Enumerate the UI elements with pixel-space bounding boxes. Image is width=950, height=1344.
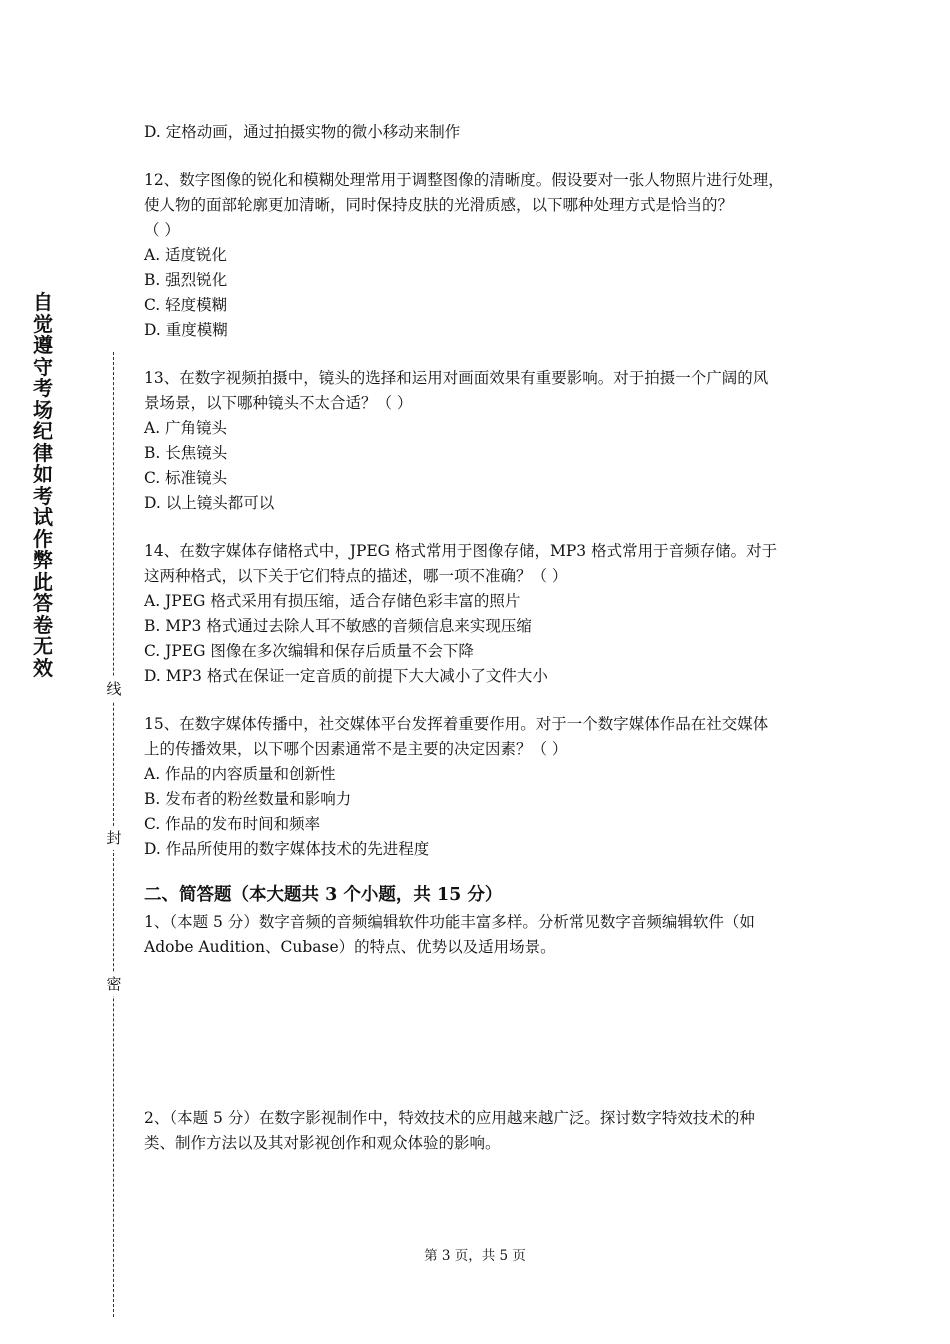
short-answer-line: Adobe Audition、Cubase）的特点、优势以及适用场景。 [144,938,556,956]
option-c: C. JPEG 图像在多次编辑和保存后质量不会下降 [144,642,474,660]
question-stem-line: 这两种格式，以下关于它们特点的描述，哪一项不准确？（ ） [144,567,568,585]
option-a: A. 适度锐化 [144,246,228,264]
binding-mark-mi: 密 [103,972,125,996]
carry-over-option: D. 定格动画，通过拍摄实物的微小移动来制作 [144,123,461,141]
answer-bracket: （ ） [144,221,180,239]
option-d: D. MP3 格式在保证一定音质的前提下大大减小了文件大小 [144,667,548,685]
question-stem-line: 上的传播效果，以下哪个因素通常不是主要的决定因素？（ ） [144,740,568,758]
option-c: C. 轻度模糊 [144,296,228,314]
option-b: B. 长焦镜头 [144,444,228,462]
option-b: B. 发布者的粉丝数量和影响力 [144,790,352,808]
page-footer: 第 3 页，共 5 页 [424,1248,526,1264]
short-answer-line: 1、（本题 5 分）数字音频的音频编辑软件功能丰富多样。分析常见数字音频编辑软件（如 [144,913,755,931]
option-a: A. 广角镜头 [144,419,228,437]
option-d: D. 重度模糊 [144,321,228,339]
question-12 [144,168,824,343]
option-d: D. 作品所使用的数字媒体技术的先进程度 [144,840,430,858]
option-b: B. MP3 格式通过去除人耳不敏感的音频信息来实现压缩 [144,617,532,635]
question-stem-line: 13、在数字视频拍摄中，镜头的选择和运用对画面效果有重要影响。对于拍摄一个广阔的风 [144,369,769,387]
binding-mark-feng: 封 [103,826,125,850]
answer-space [144,960,824,1106]
question-stem-line: 景场景，以下哪种镜头不太合适？（ ） [144,394,413,412]
short-answer-2 [144,1106,824,1156]
option-c: C. 标准镜头 [144,469,228,487]
question-14 [144,539,824,689]
question-stem-line: 14、在数字媒体存储格式中，JPEG 格式常用于图像存储，MP3 格式常用于音频存储。对于 [144,542,778,560]
question-stem-line: 使人物的面部轮廓更加清晰，同时保持皮肤的光滑质感，以下哪种处理方式是恰当的？ [144,196,734,214]
option-b: B. 强烈锐化 [144,271,228,289]
question-stem-line: 15、在数字媒体传播中，社交媒体平台发挥着重要作用。对于一个数字媒体作品在社交媒体 [144,715,769,733]
option-d: D. 以上镜头都可以 [144,494,275,512]
question-stem-line: 12、数字图像的锐化和模糊处理常用于调整图像的清晰度。假设要对一张人物照片进行处理， [144,171,784,189]
question-13 [144,366,824,516]
section-2-title: 二、简答题（本大题共 3 个小题，共 15 分） [144,885,503,905]
option-c: C. 作品的发布时间和频率 [144,815,321,833]
exam-content [144,120,824,1156]
short-answer-line: 2、（本题 5 分）在数字影视制作中，特效技术的应用越来越广泛。探讨数字特效技术的种 [144,1109,755,1127]
short-answer-line: 类、制作方法以及其对影视创作和观众体验的影响。 [144,1134,501,1152]
option-a: A. 作品的内容质量和创新性 [144,765,336,783]
binding-mark-xian: 线 [103,677,125,701]
option-a: A. JPEG 格式采用有损压缩，适合存储色彩丰富的照片 [144,592,521,610]
exam-discipline-notice: 自觉遵守考场纪律如考试作弊此答卷无效 [33,290,53,680]
question-15 [144,712,824,862]
short-answer-1 [144,910,824,960]
